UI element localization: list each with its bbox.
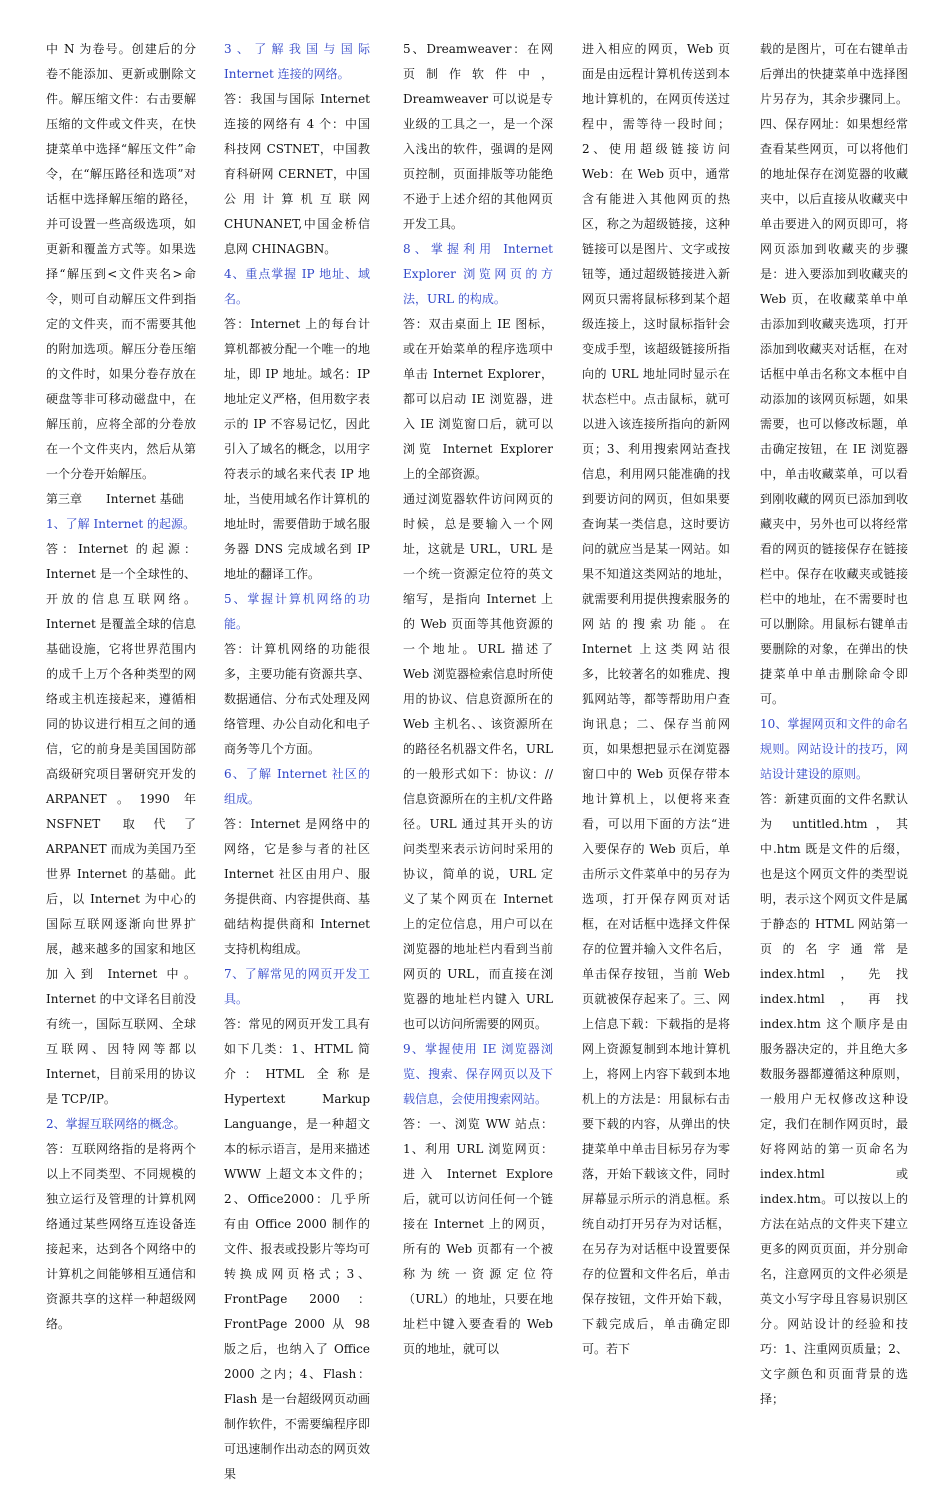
text-column-4 [582,37,730,1356]
text-column-5 [760,37,908,1406]
paragraph: 答：新建页面的文件名默认为 untitled.htm，其中.htm 既是文件的后缀，也是这个网页文件的类型说明，表示这个网页文件是属于静态的 HTML 网站第一页的名字通常是 index.html，先找 index.html，再找 index.htm 这个顺序是由服务器决定的，并且绝大多数服务器都遵循这种原则，一般用户无权修改这种设定，我们在制作网页时，最好将网站的第一页命名为 index.html 或 index.htm。可以按以上的方法在站点的文件夹下建立更多的网页页面，并分别命名，注意网页的文件必须是英文小写字母且容易识别区分。网站设计的经验和技巧：1、注重网页质量；2、文字颜色和页面背景的选择； [760,792,908,1406]
paragraph: 通过浏览器软件访问网页的时候，总是要输入一个网址，这就是 URL，URL 是一个统一资源定位符的英文缩写，是指向 Internet 上的 Web 页面等其他资源的一个地址。URL 描述了 Web 浏览器检索信息时所使用的协议、信息资源所在的 Web 主机名、、该资源所在的路径名机器文件名，URL 的一般形式如下：协议：//信息资源所在的主机/文件路径。URL 通过其开头的访问类型来表示访问时采用的协议，简单的说，URL 定义了某个网页在 Internet 上的定位信息，用户可以在浏览器的地址栏内看到当前网页的 URL，而直接在浏览器的地址栏内键入 URL 也可以访问所需要的网页。 [403,492,553,1031]
paragraph: 答：双击桌面上 IE 图标，或在开始菜单的程序选项中单击 Internet Explorer，都可以启动 IE 浏览器，进入 IE 浏览窗口后，就可以浏览 Internet Explorer 上的全部资源。 [403,317,553,481]
paragraph: 答：Internet 的起源：Internet 是一个全球性的、开放的信息互联网络。Internet 是覆盖全球的信息基础设施，它将世界范围内的成千上万个各种类型的网络或主机连接起来，遵循相同的协议进行相互之间的通信，它的前身是美国国防部高级研究项目署研究开发的 ARPANET。1990 年 NSFNET 取代了 ARPANET 而成为美国乃至世界 Internet 的基础。此后，以 Internet 为中心的国际互联网逐渐向世界扩展，越来越多的国家和地区加入到 Internet 中。Internet 的中文译名目前没有统一，国际互联网、全球互联网、因特网等都以 Internet，目前采用的协议是 TCP/IP。 [46,542,196,1106]
section-heading: 8、掌握利用 Internet Explorer 浏览网页的方法，URL 的构成。 [403,242,553,306]
paragraph: 答：一、浏览 WW 站点：1、利用 URL 浏览网页：进入 Internet Explore 后，就可以访问任何一个链接在 Internet 上的网页，所有的 Web 页都有一个被称为统一资源定位符（URL）的地址，只要在地址栏中键入要查看的 Web 页的地址，就可以 [403,1117,553,1356]
paragraph: 载的是图片，可在右键单击后弹出的快捷菜单中选择图片另存为，其余步骤同上。四、保存网址：如果想经常查看某些网页，可以将他们的地址保存在浏览器的收藏夹中，以后直接从收藏夹中单击要进入的网页即可，将网页添加到收藏夹的步骤是：进入要添加到收藏夹的 Web 页，在收藏菜单中单击添加到收藏夹选项，打开添加到收藏夹对话框，在对话框中单击名称文本框中自动添加的该网页标题，如果需要，也可以修改标题，单击确定按钮，在 IE 浏览器中，单击收藏菜单，可以看到刚收藏的网页已添加到收藏夹中，另外也可以将经常看的网页的链接保存在链接栏中。保存在收藏夹或链接栏中的地址，在不需要时也可以删除。用鼠标右键单击要删除的对象，在弹出的快捷菜单中单击删除命令即可。 [760,42,908,706]
section-heading: 4、重点掌握 IP 地址、域名。 [224,267,370,306]
paragraph: 答：Internet 是网络中的网络，它是参与者的社区 Internet 社区由用户、服务提供商、内容提供商、基础结构提供商和 Internet 支持机构组成。 [224,817,370,956]
paragraph: 答：Internet 上的每台计算机都被分配一个唯一的地址，即 IP 地址。域名：IP 地址定义严格，但用数字表示的 IP 不容易记忆，因此引入了域名的概念，以用字符表示的域名来代表 IP 地址，当使用域名作计算机的地址时，需要借助于域名服务器 DNS 完成域名到 IP 地址的翻译工作。 [224,317,370,581]
text-column-3 [403,37,553,1356]
section-heading: 1、了解 Internet 的起源。 [46,517,196,531]
section-heading: 9、掌握使用 IE 浏览器浏览、搜索、保存网页以及下载信息，会使用搜索网站。 [403,1042,553,1106]
paragraph: 答：互联网络指的是将两个以上不同类型、不同规模的独立运行及管理的计算机网络通过某些网络互连设备连接起来，达到各个网络中的计算机之间能够相互通信和资源共享的这样一种超级网络。 [46,1142,196,1331]
section-heading: 7、了解常见的网页开发工具。 [224,967,370,1006]
section-heading: 5、掌握计算机网络的功能。 [224,592,370,631]
paragraph: 答：计算机网络的功能很多，主要功能有资源共享、数据通信、分布式处理及网络管理、办公自动化和电子商务等几个方面。 [224,642,370,756]
section-heading: 10、掌握网页和文件的命名规则。网站设计的技巧，网站设计建设的原则。 [760,717,908,781]
paragraph: 中 N 为卷号。创建后的分卷不能添加、更新或删除文件。解压缩文件：右击要解压缩的文件或文件夹，在快捷菜单中选择“解压文件”命令，在“解压路径和选项”对话框中选择解压缩的路径，并可设置一些高级选项，如更新和覆盖方式等。如果选择“解压到<文件夹名>命令，则可自动解压文件到指定的文件夹，而不需要其他的附加选项。解压分卷压缩的文件时，如果分卷存放在硬盘等非可移动磁盘中，在解压前，应将全部的分卷放在一个文件夹内，然后从第一个分卷开始解压。 [46,42,196,481]
section-heading: 3、了解我国与国际 Internet 连接的网络。 [224,42,370,81]
paragraph: 第三章 Internet 基础 [46,492,184,506]
paragraph: 答：我国与国际 Internet 连接的网络有 4 个：中国科技网 CSTNET，中国教育科研网 CERNET，中国公用计算机互联网 CHUNANET,中国金桥信息网 CHINAGBN。 [224,92,370,256]
section-heading: 6、了解 Internet 社区的组成。 [224,767,370,806]
paragraph: 答：常见的网页开发工具有如下几类：1、HTML 简介：HTML 全称是 Hypertext Markup Languange，是一种超文本的标示语言，是用来描述 WWW 上超文本文件的；2、Office2000：几乎所有由 Office 2000 制作的文件、报表或投影片等均可转换成网页格式；3、FrontPage 2000：FrontPage 2000 从 98 版之后，也纳入了 Office 2000 之内；4、Flash：Flash 是一台超级网页动画制作软件，不需要编程序即可迅速制作出动态的网页效果 [224,1017,370,1481]
paragraph: 进入相应的网页，Web 页面是由远程计算机传送到本地计算机的，在网页传送过程中，需等待一段时间；2、使用超级链接访问 Web：在 Web 页中，通常含有能进入其他网页的热区，称之为超级链接，这种链接可以是图片、文字或按钮等，通过超级链接进入新网页只需将鼠标移到某个超级连接上，这时鼠标指针会变成手型，该超级链接所指向的 URL 地址同时显示在状态栏中。点击鼠标，就可以进入该连接所指向的新网页；3、利用搜索网站查找信息，利用网只能准确的找到要访问的网页，但如果要查询某一类信息，这时要访问的就应当是某一网站。如果不知道这类网站的地址，就需要利用提供搜索服务的网站的搜索功能。在 Internet 上这类网站很多，比较著名的如雅虎、搜狐网站等，都等帮助用户查询讯息；二、保存当前网页，如果想把显示在浏览器窗口中的 Web 页保存带本地计算机上，以便将来查看，可以用下面的方法“进入要保存的 Web 页后，单击所示文件菜单中的另存为选项，打开保存网页对话框，在对话框中选择文件保存的位置并输入文件名后，单击保存按钮，当前 Web 页就被保存起来了。三、网上信息下载：下载指的是将网上资源复制到本地计算机上，将网上内容下载到本地机上的方法是：用鼠标右击要下载的内容，从弹出的快捷菜单中单击目标另存为零落，开始下载该文件，同时屏幕显示所示的消息框。系统自动打开另存为对话框，在另存为对话框中设置要保存的位置和文件名后，单击保存按钮，文件开始下载，下载完成后，单击确定即可。若下 [582,42,730,1356]
section-heading: 2、掌握互联网络的概念。 [46,1117,186,1131]
text-column-1 [46,37,196,1331]
paragraph: 5、Dreamweaver：在网页制作软件中，Dreamweaver 可以说是专业级的工具之一，是一个深入浅出的软件，强调的是网页控制，页面排版等功能绝不逊于上述介绍的其他网页开发工具。 [403,42,553,231]
text-column-2 [224,37,370,1481]
